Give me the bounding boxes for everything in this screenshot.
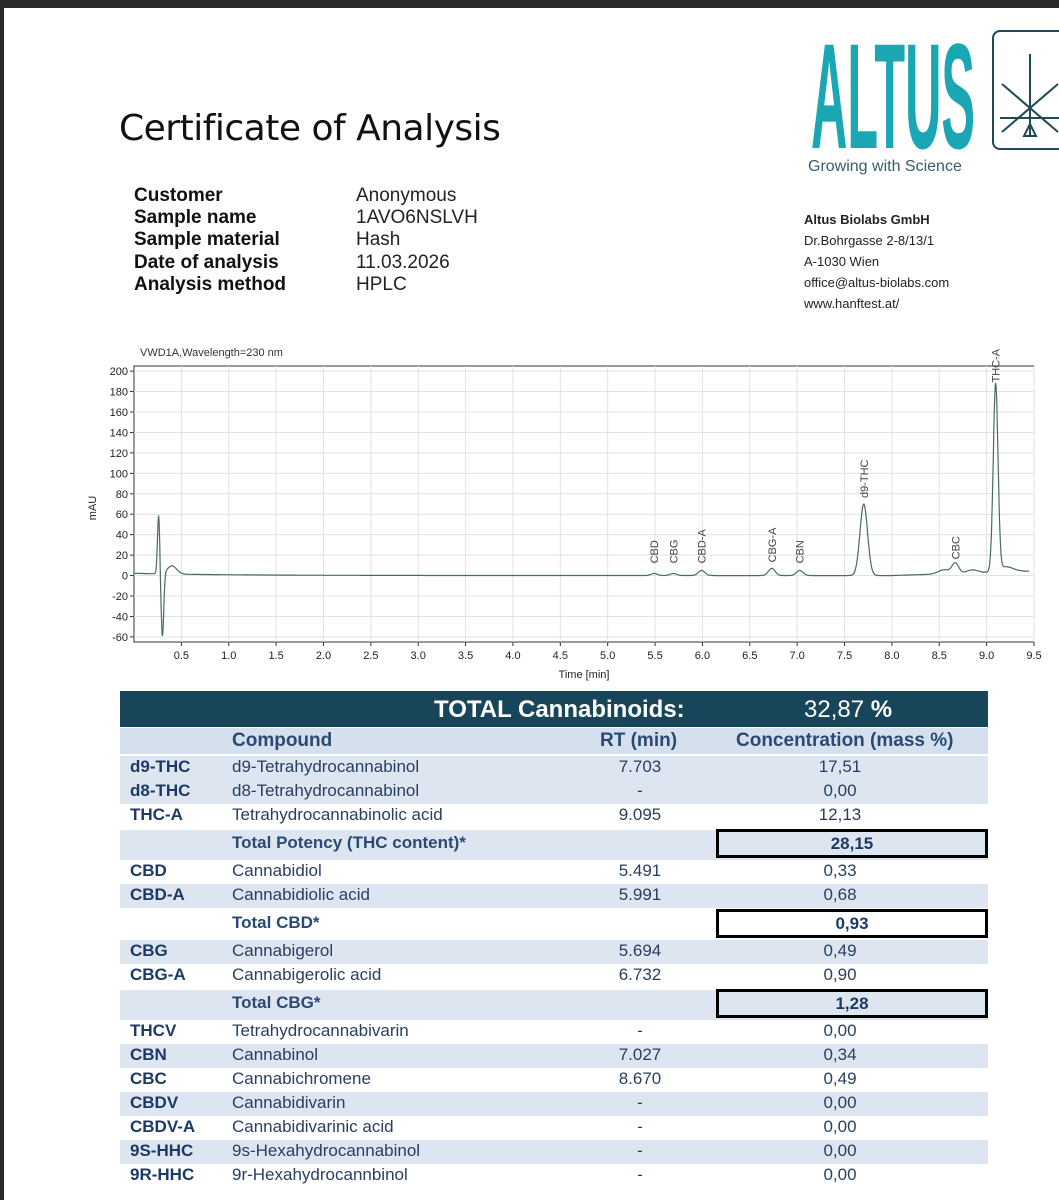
compound-name: 9s-Hexahydrocannabinol <box>232 1141 421 1160</box>
concentration: 17,51 <box>818 757 862 776</box>
sample-name-label: Sample name <box>134 207 257 228</box>
table-row <box>120 1020 988 1044</box>
compound-name: Cannabigerol <box>232 941 334 960</box>
peak-label-d9-thc: d9-THC <box>858 459 871 498</box>
x-tick-label: 2.5 <box>363 650 379 662</box>
retention-time: 5.491 <box>618 861 662 880</box>
concentration: 0,00 <box>823 1093 857 1112</box>
retention-time: - <box>637 1141 643 1160</box>
y-tick-label: 120 <box>109 447 128 460</box>
y-tick-label: 200 <box>109 366 128 379</box>
company-name: Altus Biolabs GmbH <box>804 212 930 227</box>
concentration: 0,00 <box>823 781 857 800</box>
certificate-page <box>4 8 1059 1200</box>
table-row <box>120 1140 988 1164</box>
retention-time: 6.732 <box>618 965 662 984</box>
retention-time: 7.703 <box>618 757 662 776</box>
compound-name: Cannabidivarin <box>232 1093 346 1112</box>
peak-label-cbn: CBN <box>794 540 807 564</box>
compound-name: Tetrahydrocannabivarin <box>232 1021 409 1040</box>
compound-abbr: d8-THC <box>130 781 191 800</box>
concentration: 0,68 <box>823 885 857 904</box>
compound-abbr: CBN <box>130 1045 167 1064</box>
y-tick-label: 20 <box>115 550 128 563</box>
total-row <box>120 830 988 860</box>
x-tick-label: 8.0 <box>884 650 900 662</box>
compound-column-header: Compound <box>232 730 333 751</box>
x-tick-label: 7.0 <box>789 650 805 662</box>
x-tick-label: 0.5 <box>173 650 190 662</box>
chromatogram-chart <box>84 336 1044 686</box>
x-tick-label: 3.0 <box>410 650 426 662</box>
total-potency-value: 28,15 <box>716 829 988 858</box>
concentration: 0,49 <box>823 941 857 960</box>
compound-abbr: CBG <box>130 941 168 960</box>
y-tick-label: 80 <box>115 488 128 501</box>
x-tick-label: 2.0 <box>315 650 332 662</box>
company-street: Dr.Bohrgasse 2-8/13/1 <box>804 233 935 248</box>
compound-abbr: CBD-A <box>130 885 185 904</box>
compound-abbr: CBD <box>130 861 167 880</box>
x-tick-label: 4.0 <box>505 650 521 662</box>
analysis-method-value: HPLC <box>356 274 407 295</box>
cannabis-leaf-icon <box>992 30 1059 150</box>
table-row <box>120 756 988 780</box>
customer-label: Customer <box>134 185 223 206</box>
compound-abbr: CBDV-A <box>130 1117 196 1136</box>
total-cbg-label: Total CBG* <box>232 993 321 1012</box>
concentration: 0,33 <box>823 861 857 880</box>
compound-name: d8-Tetrahydrocannabinol <box>232 781 420 800</box>
total-potency-label: Total Potency (THC content)* <box>232 833 466 852</box>
table-row <box>120 1116 988 1140</box>
y-tick-label: -20 <box>112 591 128 603</box>
table-row <box>120 860 988 884</box>
peak-label-thc-a: THC-A <box>990 348 1003 383</box>
total-cbd-label: Total CBD* <box>232 913 320 932</box>
sample-material-value: Hash <box>356 229 401 250</box>
compound-name: Cannabidiolic acid <box>232 885 370 904</box>
compound-name: Tetrahydrocannabinolic acid <box>232 805 443 824</box>
compound-abbr: 9S-HHC <box>130 1141 194 1160</box>
retention-time: - <box>637 1117 643 1136</box>
x-tick-label: 9.5 <box>1026 650 1042 662</box>
total-cannabinoids-label: TOTAL Cannabinoids: <box>434 696 685 723</box>
total-row <box>120 910 988 940</box>
table-row <box>120 940 988 964</box>
concentration: 0,00 <box>823 1117 857 1136</box>
retention-time: - <box>637 781 643 800</box>
chart-title: VWD1A,Wavelength=230 nm <box>140 347 283 359</box>
compound-abbr: CBDV <box>130 1093 179 1112</box>
x-tick-label: 1.0 <box>221 650 237 662</box>
compound-abbr: CBC <box>130 1069 167 1088</box>
x-tick-label: 5.0 <box>600 650 616 662</box>
y-tick-label: 140 <box>109 427 128 440</box>
peak-label-cbd: CBD <box>649 540 662 564</box>
x-tick-label: 4.5 <box>552 650 568 662</box>
concentration: 0,00 <box>823 1141 857 1160</box>
compound-name: Cannabidiol <box>232 861 322 880</box>
table-row <box>120 1092 988 1116</box>
peak-label-cbg-a: CBG-A <box>766 527 779 563</box>
compound-name: Cannabichromene <box>232 1069 371 1088</box>
compound-abbr: 9R-HHC <box>130 1165 195 1184</box>
compound-abbr: d9-THC <box>130 757 191 776</box>
retention-time: 9.095 <box>618 805 662 824</box>
concentration: 0,49 <box>823 1069 857 1088</box>
concentration: 0,00 <box>823 1021 857 1040</box>
rt-column-header: RT (min) <box>600 730 678 751</box>
x-tick-label: 1.5 <box>268 650 284 662</box>
y-tick-label: -60 <box>112 631 128 644</box>
y-tick-label: 160 <box>109 407 128 419</box>
svg-text:ALTUS: ALTUS <box>811 30 975 154</box>
company-city: A-1030 Wien <box>804 254 880 269</box>
concentration-column-header: Concentration (mass %) <box>736 730 954 751</box>
retention-time: 7.027 <box>618 1045 662 1064</box>
table-row <box>120 884 988 908</box>
retention-time: - <box>637 1093 643 1112</box>
compound-abbr: THC-A <box>130 805 183 824</box>
table-row <box>120 804 988 828</box>
table-row <box>120 1044 988 1068</box>
x-tick-label: 6.0 <box>694 650 711 662</box>
retention-time: - <box>637 1165 643 1184</box>
x-tick-label: 9.0 <box>978 650 995 662</box>
table-row <box>120 780 988 804</box>
altus-logo <box>809 30 977 154</box>
retention-time: - <box>637 1021 643 1040</box>
compound-name: Cannabinol <box>232 1045 319 1064</box>
x-tick-label: 3.5 <box>457 650 474 662</box>
compound-abbr: CBG-A <box>130 965 186 984</box>
y-tick-label: 40 <box>115 529 128 542</box>
x-tick-label: 7.5 <box>836 650 853 662</box>
y-tick-label: 180 <box>109 386 128 399</box>
company-email[interactable]: office@altus-biolabs.com <box>804 275 950 290</box>
sample-material-label: Sample material <box>134 229 280 250</box>
y-tick-label: 60 <box>115 509 128 522</box>
x-tick-label: 5.5 <box>647 650 663 662</box>
date-of-analysis-value: 11.03.2026 <box>356 252 450 273</box>
date-of-analysis-label: Date of analysis <box>134 252 279 273</box>
compound-abbr: THCV <box>130 1021 177 1040</box>
concentration: 0,34 <box>823 1045 857 1064</box>
peak-label-cbd-a: CBD-A <box>696 529 709 564</box>
compound-name: Cannabidivarinic acid <box>232 1117 394 1136</box>
plot-frame <box>134 366 1034 642</box>
table-row <box>120 964 988 988</box>
x-tick-label: 8.5 <box>931 650 947 662</box>
retention-time: 5.694 <box>618 941 662 960</box>
table-row <box>120 1164 988 1188</box>
compound-name: Cannabigerolic acid <box>232 965 382 984</box>
sample-name-value: 1AVO6NSLVH <box>356 207 478 228</box>
table-row <box>120 1068 988 1092</box>
compound-name: 9r-Hexahydrocannbinol <box>232 1165 408 1184</box>
y-tick-label: 0 <box>121 570 128 583</box>
compound-name: d9-Tetrahydrocannabinol <box>232 757 420 776</box>
retention-time: 5.991 <box>618 885 662 904</box>
analysis-method-label: Analysis method <box>134 274 287 295</box>
total-cbd-value: 0,93 <box>716 909 988 938</box>
y-tick-label: 100 <box>109 468 128 481</box>
customer-value: Anonymous <box>356 185 457 206</box>
y-tick-label: -40 <box>112 611 128 624</box>
concentration: 12,13 <box>818 805 862 824</box>
retention-time: 8.670 <box>618 1069 662 1088</box>
peak-label-cbc: CBC <box>950 536 963 560</box>
total-cbg-value: 1,28 <box>716 989 988 1018</box>
logo-tagline: Growing with Science <box>808 158 962 175</box>
concentration: 0,00 <box>823 1165 857 1184</box>
y-axis-label: mAU <box>87 495 99 521</box>
page-title: Certificate of Analysis <box>119 108 501 149</box>
company-website[interactable]: www.hanftest.at/ <box>804 296 900 311</box>
x-axis-label: Time [min] <box>558 669 610 681</box>
total-row <box>120 990 988 1020</box>
total-cannabinoids-value: 32,87 % <box>804 696 893 723</box>
x-tick-label: 6.5 <box>742 650 758 662</box>
concentration: 0,90 <box>823 965 857 984</box>
peak-label-cbg: CBG <box>668 539 681 564</box>
